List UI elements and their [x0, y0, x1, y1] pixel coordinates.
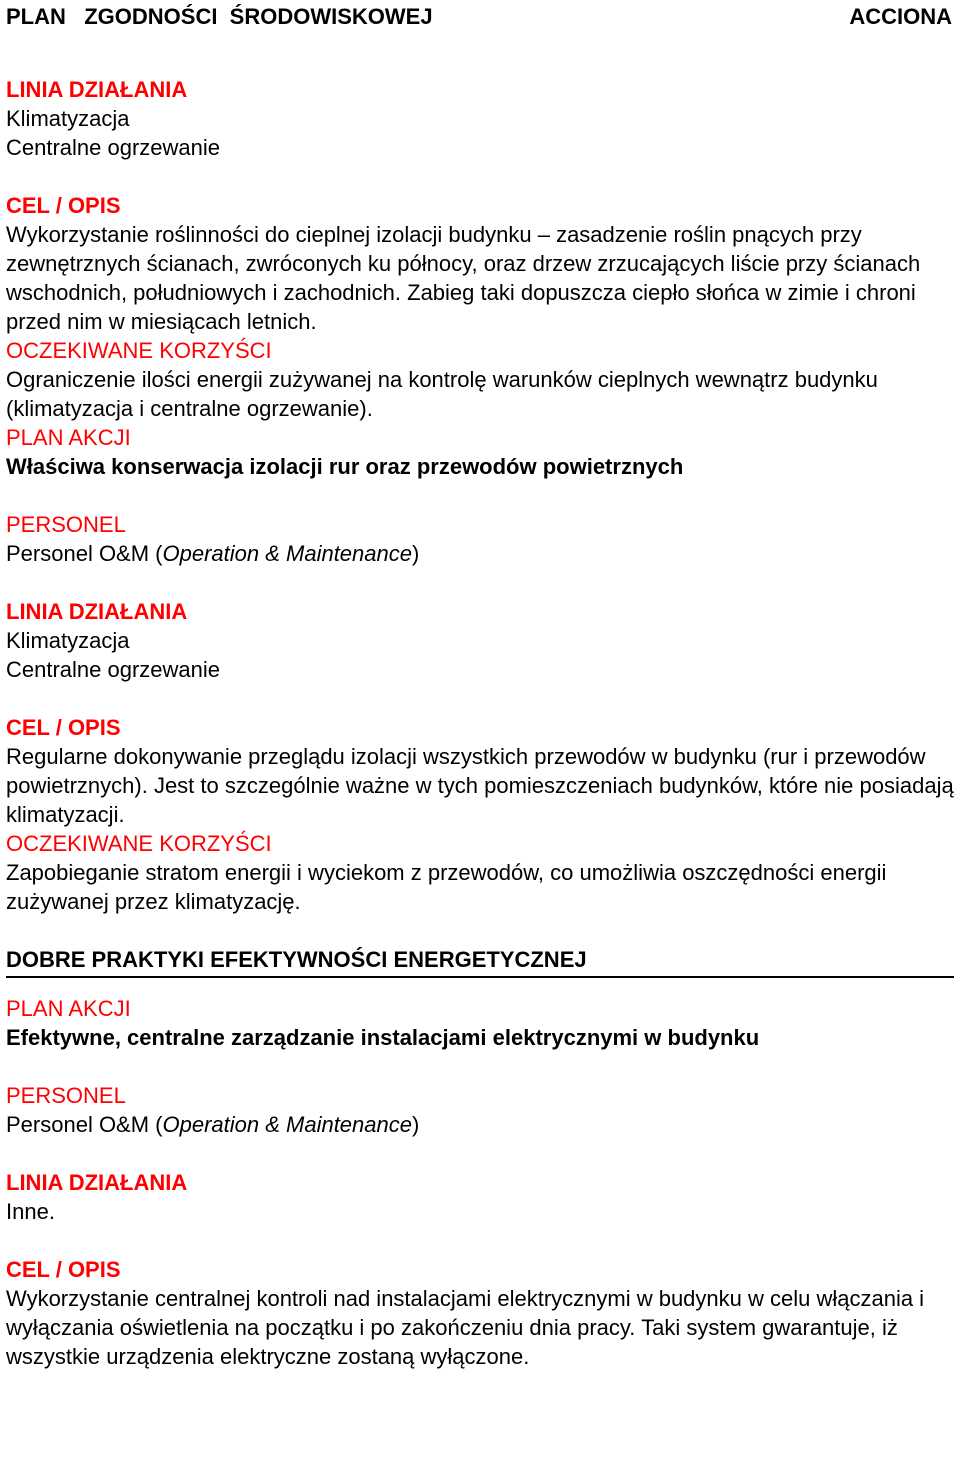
- linia-dzialania-label: LINIA DZIAŁANIA: [6, 599, 188, 624]
- block-central-electrical-management: [6, 994, 954, 1371]
- cel-opis-text: Wykorzystanie centralnej kontroli nad instalacjami elektrycznymi w budynku w celu włączania i wyłączania oświetlenia na początku i po zakończeniu dnia pracy. Taki system gwarantuje, iż wszystkie urządzenia elektryczne zostaną wyłączone.: [6, 1286, 925, 1369]
- cel-opis-label: CEL / OPIS: [6, 193, 121, 218]
- oczekiwane-korzysci-text: Zapobieganie stratom energii i wyciekom z przewodów, co umożliwia oszczędności energii zużywanej przez klimatyzację.: [6, 860, 887, 914]
- document-body: [6, 75, 954, 1371]
- page-header: [6, 2, 952, 32]
- oczekiwane-korzysci-label: OCZEKIWANE KORZYŚCI: [6, 338, 272, 363]
- section-heading: DOBRE PRAKTYKI EFEKTYWNOŚCI ENERGETYCZNEJ: [6, 945, 954, 978]
- cel-opis-text: Regularne dokonywanie przeglądu izolacji wszystkich przewodów w budynku (rur i przewodów powietrznych). Jest to szczególnie ważne w tych pomieszczeniach budynków, które nie posiadają klimatyzacji.: [6, 744, 954, 827]
- document-title: PLAN ZGODNOŚCI ŚRODOWISKOWEJ: [6, 4, 433, 29]
- linia-item: Klimatyzacja: [6, 106, 130, 131]
- linia-item: Centralne ogrzewanie: [6, 657, 221, 682]
- personel-label: PERSONEL: [6, 1083, 126, 1108]
- plan-akcji-text: Efektywne, centralne zarządzanie instalacjami elektrycznymi w budynku: [6, 1025, 760, 1050]
- personel-label: PERSONEL: [6, 512, 126, 537]
- block-pipe-insulation: [6, 423, 954, 916]
- linia-item: Centralne ogrzewanie: [6, 135, 221, 160]
- oczekiwane-korzysci-label: OCZEKIWANE KORZYŚCI: [6, 831, 272, 856]
- cel-opis-label: CEL / OPIS: [6, 715, 121, 740]
- oczekiwane-korzysci-text: Ograniczenie ilości energii zużywanej na kontrolę warunków cieplnych wewnątrz budynku (klimatyzacja i centralne ogrzewanie).: [6, 367, 878, 421]
- linia-dzialania-label: LINIA DZIAŁANIA: [6, 1170, 188, 1195]
- cel-opis-text: Wykorzystanie roślinności do cieplnej izolacji budynku – zasadzenie roślin pnących przy zewnętrznych ścianach, zwróconych ku północy, oraz drzew zrzucających liście przy ścianach wschodnich, południowych i zachodnich. Zabieg taki dopuszcza ciepło słońca w zimie i chroni przed nim w miesiącach letnich.: [6, 222, 921, 334]
- plan-akcji-label: PLAN AKCJI: [6, 996, 131, 1021]
- plan-akcji-label: PLAN AKCJI: [6, 425, 131, 450]
- personel-text: Personel O&M (Operation & Maintenance): [6, 541, 420, 566]
- cel-opis-label: CEL / OPIS: [6, 1257, 121, 1282]
- company-name: ACCIONA: [849, 4, 952, 29]
- personel-text: Personel O&M (Operation & Maintenance): [6, 1112, 420, 1137]
- linia-item: Klimatyzacja: [6, 628, 130, 653]
- linia-item: Inne.: [6, 1199, 55, 1224]
- plan-akcji-text: Właściwa konserwacja izolacji rur oraz przewodów powietrznych: [6, 454, 684, 479]
- block-vegetation-insulation: [6, 75, 954, 423]
- linia-dzialania-label: LINIA DZIAŁANIA: [6, 77, 188, 102]
